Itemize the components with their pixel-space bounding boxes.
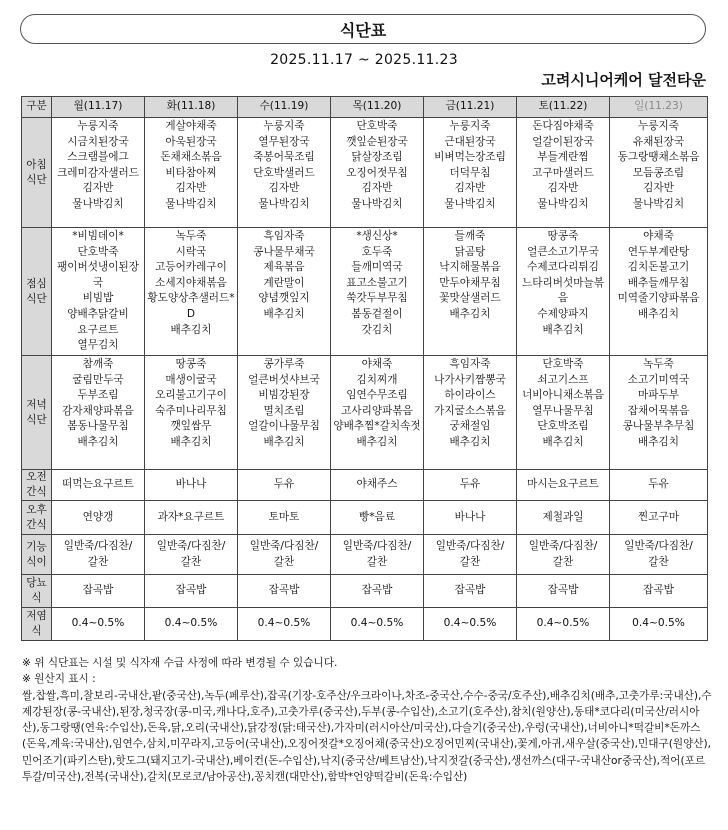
menu-item: 두부조림 — [77, 389, 119, 402]
menu-item: 일반죽/다짐찬/ — [528, 539, 598, 552]
menu-item: 배추김치 — [170, 323, 212, 336]
menu-item: 물나박김치 — [537, 197, 589, 210]
menu-item: 얼큰버섯샤브국 — [248, 373, 320, 386]
menu-item: 단호박죽 — [77, 245, 119, 258]
menu-item: 유채된장국 — [632, 135, 685, 148]
menu-item: 열무나물무침 — [532, 404, 594, 417]
notes — [22, 655, 712, 785]
menu-cell — [52, 118, 145, 228]
menu-item: 궁채절임 — [449, 420, 491, 433]
menu-item: 흑임자죽 — [449, 358, 491, 370]
menu-item: *비빔데이* — [72, 230, 124, 242]
menu-item: 배추김치 — [542, 435, 584, 448]
menu-item: 크레미감자샐러드 — [57, 166, 139, 179]
menu-item: 잡곡밥 — [643, 584, 674, 597]
menu-cell — [145, 575, 238, 608]
menu-item: 녹두죽 — [175, 230, 207, 242]
menu-item: 배추김치 — [542, 323, 584, 336]
menu-item: 누룽지죽 — [638, 120, 679, 132]
menu-cell — [331, 356, 424, 470]
menu-item: 김자반 — [643, 182, 674, 195]
menu-cell — [238, 535, 331, 575]
menu-item: 깻잎쌈무 — [170, 420, 212, 433]
menu-item: 김자반 — [82, 182, 114, 195]
menu-cell — [145, 535, 238, 575]
menu-item: 시금치된장국 — [67, 135, 129, 148]
menu-item: 양념깻잎지 — [258, 292, 310, 305]
menu-item: 낙지해물볶음 — [439, 261, 501, 274]
menu-table — [21, 96, 708, 641]
note-change: ※ 위 식단표는 시설 및 식자재 수급 사정에 따라 변경될 수 있습니다. — [22, 657, 338, 669]
menu-item: *생신상* — [356, 230, 398, 242]
menu-item: 일반죽/다짐찬/ — [63, 539, 133, 552]
menu-item: 죽봉어묵조림 — [253, 151, 315, 164]
menu-cell — [610, 470, 708, 501]
menu-item: 닭살장조림 — [351, 151, 403, 164]
menu-item: 나가사키짬뽕국 — [434, 373, 506, 386]
menu-item: 스크램블에그 — [67, 151, 129, 164]
menu-cell — [610, 608, 708, 641]
menu-item: 배추김치 — [263, 435, 305, 448]
menu-item: 잡곡밥 — [82, 584, 114, 597]
menu-item: 0.4~0.5% — [71, 617, 125, 630]
menu-item: 바나나 — [454, 510, 486, 523]
menu-item: 배추김치 — [449, 307, 491, 320]
menu-item: 미역줄기양파볶음 — [617, 292, 700, 305]
menu-cell — [145, 608, 238, 641]
menu-item: 녹두죽 — [643, 358, 674, 370]
menu-item: 콩가루죽 — [263, 358, 305, 370]
row-label-line: 저녁 — [26, 398, 47, 411]
menu-item: 단호박죽 — [542, 358, 584, 370]
row-label-line: 점심 — [26, 277, 47, 290]
menu-item: 가지굴소스볶음 — [434, 404, 506, 417]
menu-item: 단호박죽 — [356, 120, 398, 132]
menu-item: 양배추닭갈비 — [67, 307, 129, 320]
menu-cell — [424, 608, 517, 641]
date-range: 2025.11.17 ~ 2025.11.23 — [270, 52, 458, 68]
day-header: 목(11.20) — [331, 97, 424, 118]
row-label-line: 간식 — [26, 486, 47, 498]
row-label-line: 식 — [31, 625, 42, 637]
menu-item: 김치돈불고기 — [627, 261, 690, 274]
menu-item: 비빔강된장 — [258, 389, 310, 402]
note-origin-heading: ※ 원산지 표시 : — [22, 673, 96, 686]
header-corner: 구분 — [22, 97, 52, 118]
menu-item: 흑임자죽 — [263, 230, 305, 242]
menu-item: 땅콩죽 — [547, 230, 579, 242]
menu-cell — [52, 535, 145, 575]
menu-item: 배추김치 — [638, 435, 679, 448]
menu-item: 고사리양파볶음 — [341, 404, 413, 417]
menu-item: 쑥갓두부무침 — [346, 292, 408, 305]
menu-item: 물나박김치 — [258, 197, 310, 210]
menu-item: 들깨죽 — [454, 230, 486, 242]
menu-cell — [610, 228, 708, 356]
menu-item: 물나박김치 — [72, 197, 124, 210]
menu-item: 단호박조림 — [537, 420, 589, 433]
menu-item: 일반죽/다짐찬/ — [342, 539, 412, 552]
menu-item: 배추들깨무침 — [627, 276, 690, 289]
menu-item: 배추김치 — [638, 307, 679, 320]
menu-item: 배추김치 — [263, 307, 305, 320]
menu-cell — [238, 608, 331, 641]
menu-item: 배추김치 — [449, 435, 491, 448]
menu-cell — [238, 575, 331, 608]
menu-cell — [145, 228, 238, 356]
menu-item: 연양갱 — [82, 510, 114, 523]
menu-cell — [145, 501, 238, 535]
menu-item: 열무김치 — [77, 339, 119, 352]
menu-cell — [610, 501, 708, 535]
menu-item: 야채주스 — [356, 478, 398, 491]
menu-item: 김자반 — [547, 182, 579, 195]
menu-item: 호두죽 — [361, 245, 393, 258]
menu-item: 물나박김치 — [632, 197, 685, 210]
menu-cell — [331, 575, 424, 608]
menu-cell — [517, 470, 610, 501]
day-header: 토(11.22) — [517, 97, 610, 118]
menu-item: 갈찬 — [459, 555, 481, 568]
menu-cell — [331, 535, 424, 575]
menu-item: 매생이굴국 — [165, 373, 217, 386]
menu-item: 갈찬 — [648, 555, 669, 568]
row-lunch — [22, 228, 708, 356]
menu-cell — [52, 356, 145, 470]
row-label — [22, 575, 52, 608]
menu-item: 김자반 — [175, 182, 207, 195]
menu-item: 고구마샐러드 — [532, 166, 594, 179]
day-header: 수(11.19) — [238, 97, 331, 118]
menu-cell — [331, 228, 424, 356]
menu-cell — [145, 356, 238, 470]
menu-cell — [517, 118, 610, 228]
menu-item: 숙주미나리무침 — [155, 404, 227, 417]
day-header-sunday: 일(11.23) — [610, 97, 708, 118]
menu-item: 찐고구마 — [638, 510, 679, 523]
page-title-text: 식단표 — [339, 20, 387, 40]
menu-item: 김자반 — [454, 182, 486, 195]
menu-cell — [610, 356, 708, 470]
menu-item: 배추김치 — [77, 435, 119, 448]
menu-item: 일반죽/다짐찬/ — [624, 539, 693, 552]
menu-item: 두유 — [273, 478, 295, 491]
menu-item: 소고기미역국 — [627, 373, 690, 386]
menu-item: 요구르트 — [77, 323, 119, 336]
menu-item: 누룽지죽 — [77, 120, 119, 132]
menu-item: 0.4~0.5% — [443, 617, 497, 630]
menu-item: 비타참아찌 — [165, 166, 217, 179]
row-label-line: 식단 — [26, 292, 47, 305]
menu-item: 야채죽 — [643, 230, 674, 242]
menu-item: 일반죽/다짐찬/ — [435, 539, 505, 552]
menu-item: 잡채어묵볶음 — [627, 404, 690, 417]
row-breakfast — [22, 118, 708, 228]
menu-cell — [424, 118, 517, 228]
menu-item: 봄동겉절이 — [351, 307, 403, 320]
menu-item: 쇠고기스프 — [537, 373, 589, 386]
menu-item: 누룽지죽 — [263, 120, 305, 132]
menu-item: 참깨죽 — [82, 358, 114, 370]
menu-cell — [424, 228, 517, 356]
menu-cell — [424, 501, 517, 535]
menu-item: 잡곡밥 — [268, 584, 300, 597]
menu-cell — [238, 356, 331, 470]
row-label-line: 식단 — [26, 173, 47, 186]
menu-item: 동그랑땡채소볶음 — [617, 151, 700, 164]
menu-item: 야채죽 — [361, 358, 393, 370]
menu-item: 일반죽/다짐찬/ — [249, 539, 319, 552]
menu-item: 오리불고기구이 — [155, 389, 227, 402]
menu-item: 잡곡밥 — [547, 584, 579, 597]
menu-item: 모듬콩조림 — [632, 166, 685, 179]
menu-item: 시락국 — [175, 245, 207, 258]
menu-item: 누룽지죽 — [449, 120, 491, 132]
menu-cell — [331, 608, 424, 641]
menu-item: 수제양파지 — [537, 307, 589, 320]
menu-cell — [145, 470, 238, 501]
menu-item: 임연수무조림 — [346, 389, 408, 402]
menu-item: 얼갈이나물무침 — [248, 420, 320, 433]
menu-item: 팽이버섯냉이된장국 — [57, 261, 139, 289]
row-label-line: 식이 — [26, 555, 47, 568]
menu-item: 0.4~0.5% — [164, 617, 218, 630]
menu-item: 더덕무침 — [449, 166, 491, 179]
menu-item: 표고소불고기 — [346, 276, 408, 289]
row-label-line: 오후 — [26, 503, 47, 516]
menu-cell — [52, 575, 145, 608]
row-label — [22, 501, 52, 535]
menu-item: 0.4~0.5% — [257, 617, 311, 630]
menu-item: 배추김치 — [356, 435, 398, 448]
row-label-line: 당뇨 — [26, 577, 47, 589]
menu-item: 너비아니채소볶음 — [522, 389, 604, 402]
menu-cell — [610, 535, 708, 575]
menu-cell — [52, 228, 145, 356]
menu-cell — [424, 470, 517, 501]
menu-item: 고등어카레구이 — [155, 261, 227, 274]
menu-item: 콩나물부추무침 — [622, 420, 695, 433]
menu-item: 김자반 — [268, 182, 300, 195]
row-label-line: 아침 — [26, 158, 47, 171]
menu-item: 갈찬 — [552, 555, 574, 568]
menu-item: 얼갈이된장국 — [532, 135, 594, 148]
row-label-line: 식 — [31, 592, 42, 604]
day-header: 금(11.21) — [424, 97, 517, 118]
menu-cell — [610, 118, 708, 228]
menu-item: 감자채양파볶음 — [62, 404, 134, 417]
menu-item: 굴림만두국 — [72, 373, 124, 386]
facility-name: 고려시니어케어 달전타운 — [541, 71, 706, 89]
menu-item: 부들계란찜 — [537, 151, 589, 164]
header-row — [22, 97, 708, 118]
menu-cell — [331, 501, 424, 535]
row-label-line: 저염 — [26, 610, 47, 622]
menu-item: 토마토 — [268, 510, 300, 523]
menu-item: 계란말이 — [263, 276, 305, 289]
menu-item: 돈다짐야채죽 — [532, 120, 594, 132]
menu-item: 잡곡밥 — [454, 584, 486, 597]
menu-item: 김치찌개 — [356, 373, 398, 386]
menu-item: 갈찬 — [87, 555, 109, 568]
menu-cell — [424, 535, 517, 575]
menu-item: 과자*요구르트 — [157, 510, 225, 523]
menu-item: 김자반 — [361, 182, 393, 195]
menu-cell — [517, 575, 610, 608]
menu-item: 갈찬 — [366, 555, 388, 568]
menu-item: 잡곡밥 — [175, 584, 207, 597]
row-label-line: 기능 — [26, 540, 47, 553]
menu-item: 두유 — [459, 478, 481, 491]
menu-item: 닭곰탕 — [454, 245, 486, 258]
menu-item: 물나박김치 — [351, 197, 403, 210]
menu-item: 돈채채소볶음 — [160, 151, 222, 164]
row-label — [22, 535, 52, 575]
menu-item: 마파두부 — [638, 389, 679, 402]
menu-item: 갈찬 — [180, 555, 202, 568]
menu-item: 들깨미역국 — [351, 261, 403, 274]
menu-item: 0.4~0.5% — [632, 617, 685, 630]
menu-item: 소세지야채볶음 — [155, 276, 227, 289]
row-label — [22, 228, 52, 356]
row-low-salt — [22, 608, 708, 641]
day-header: 화(11.18) — [145, 97, 238, 118]
row-diabetic — [22, 575, 708, 608]
menu-item: 일반죽/다짐찬/ — [156, 539, 226, 552]
row-label — [22, 470, 52, 501]
menu-item: 땅콩죽 — [175, 358, 207, 370]
menu-item: 아욱된장국 — [165, 135, 217, 148]
menu-item: 게살야채죽 — [165, 120, 217, 132]
menu-item: 0.4~0.5% — [350, 617, 404, 630]
row-label — [22, 608, 52, 641]
menu-item: 마시는요구르트 — [527, 478, 599, 491]
menu-item: 떠먹는요구르트 — [62, 478, 134, 491]
menu-cell — [331, 118, 424, 228]
menu-cell — [517, 228, 610, 356]
row-functional — [22, 535, 708, 575]
menu-item: 비벼먹는장조림 — [434, 151, 506, 164]
menu-item: 근대된장국 — [444, 135, 496, 148]
note-origin-list: 쌀,찹쌀,흑미,찰보리-국내산,팥(중국산),녹두(페루산),잡곡(기장-호주산/우크라이나,차조-중국산,수수-중국/호주산),배추김치(배추,고춧가루:국내산),수제강된장(콩-국내산),된장,청국장(콩-미국,캐나다,호주),고춧가루(중국산),두부(콩-수입산),소고기(호주산),참치(원양산),동태*코다리(미국산/러시아산),동그랑땡(연육:수입산),돈육,닭,오리(국내산),닭강정(닭:태국산),가자미(러시아산/미국산),다슬기(중국산),우렁(국내산),너비아니*떡갈비*돈까스(돈육,계육:국내산),임연수,삼치,미꾸라지,고등어(국내산),오징어젓갈*오징어채(중국산)오징어민찌(국내산),꽃게,아귀,새우살(중국산),민대구(원양산),민어조기(파키스탄),핫도그(돼지고기-국내산),베이컨(돈-수입산),낙지(중국산/베트남산),낙지젓갈(중국산),생선까스(대구-국내산or중국산),적어(포르투갈/미국산),전복(국내산),갈치(모로코/남아공산),꽁치캔(대만산),함박*언양떡갈비(돈육:수입산) — [22, 689, 712, 784]
row-label-line: 오전 — [26, 471, 47, 483]
menu-item: 물나박김치 — [165, 197, 217, 210]
menu-item: 단호박샐러드 — [253, 166, 315, 179]
menu-cell — [517, 501, 610, 535]
menu-item: 빵*음료 — [359, 510, 395, 523]
menu-item: 양배추찜*갈치속젓 — [333, 420, 421, 433]
row-label-line: 간식 — [26, 518, 47, 531]
menu-item: 수제코다리튀김 — [527, 261, 599, 274]
menu-item: 갓김치 — [361, 323, 393, 336]
menu-item: 멸치조림 — [263, 404, 305, 417]
menu-item: 하이라이스 — [444, 389, 496, 402]
menu-cell — [52, 608, 145, 641]
menu-cell — [517, 535, 610, 575]
menu-item: 잡곡밥 — [361, 584, 393, 597]
menu-cell — [517, 608, 610, 641]
menu-item: 비빔밥 — [82, 292, 114, 305]
menu-item: 만두야채무침 — [439, 276, 501, 289]
menu-item: 물나박김치 — [444, 197, 496, 210]
menu-cell — [238, 470, 331, 501]
menu-cell — [331, 470, 424, 501]
menu-item: 열무된장국 — [258, 135, 310, 148]
menu-cell — [424, 575, 517, 608]
day-header: 월(11.17) — [52, 97, 145, 118]
row-am-snack — [22, 470, 708, 501]
menu-cell — [238, 501, 331, 535]
row-label — [22, 356, 52, 470]
menu-item: 0.4~0.5% — [536, 617, 590, 630]
menu-item: 제육볶음 — [263, 261, 305, 274]
row-pm-snack — [22, 501, 708, 535]
menu-item: 배추김치 — [170, 435, 212, 448]
menu-item: 두유 — [648, 478, 669, 491]
menu-cell — [610, 575, 708, 608]
menu-cell — [517, 356, 610, 470]
menu-item: 꽃맛살샐러드 — [439, 292, 501, 305]
menu-cell — [238, 118, 331, 228]
menu-item: 갈찬 — [273, 555, 295, 568]
menu-cell — [52, 470, 145, 501]
row-label-line: 식단 — [26, 413, 47, 426]
menu-item: 깻잎순된장국 — [346, 135, 408, 148]
menu-item: 봄동나물무침 — [67, 420, 129, 433]
menu-cell — [424, 356, 517, 470]
menu-cell — [52, 501, 145, 535]
row-label — [22, 118, 52, 228]
menu-cell — [238, 228, 331, 356]
menu-item: 콩나물무채국 — [253, 245, 315, 258]
menu-item: 연두부계란탕 — [627, 245, 690, 258]
menu-item: 제철과일 — [542, 510, 584, 523]
page-title — [20, 14, 706, 44]
menu-item: 오징어젓무침 — [346, 166, 408, 179]
menu-item: 얼큰소고기무국 — [527, 245, 599, 258]
menu-item: 황도양상추샐러드*D — [147, 292, 235, 320]
row-dinner — [22, 356, 708, 470]
menu-item: 느타리버섯마늘볶음 — [522, 276, 604, 305]
menu-item: 바나나 — [175, 478, 207, 491]
menu-cell — [145, 118, 238, 228]
